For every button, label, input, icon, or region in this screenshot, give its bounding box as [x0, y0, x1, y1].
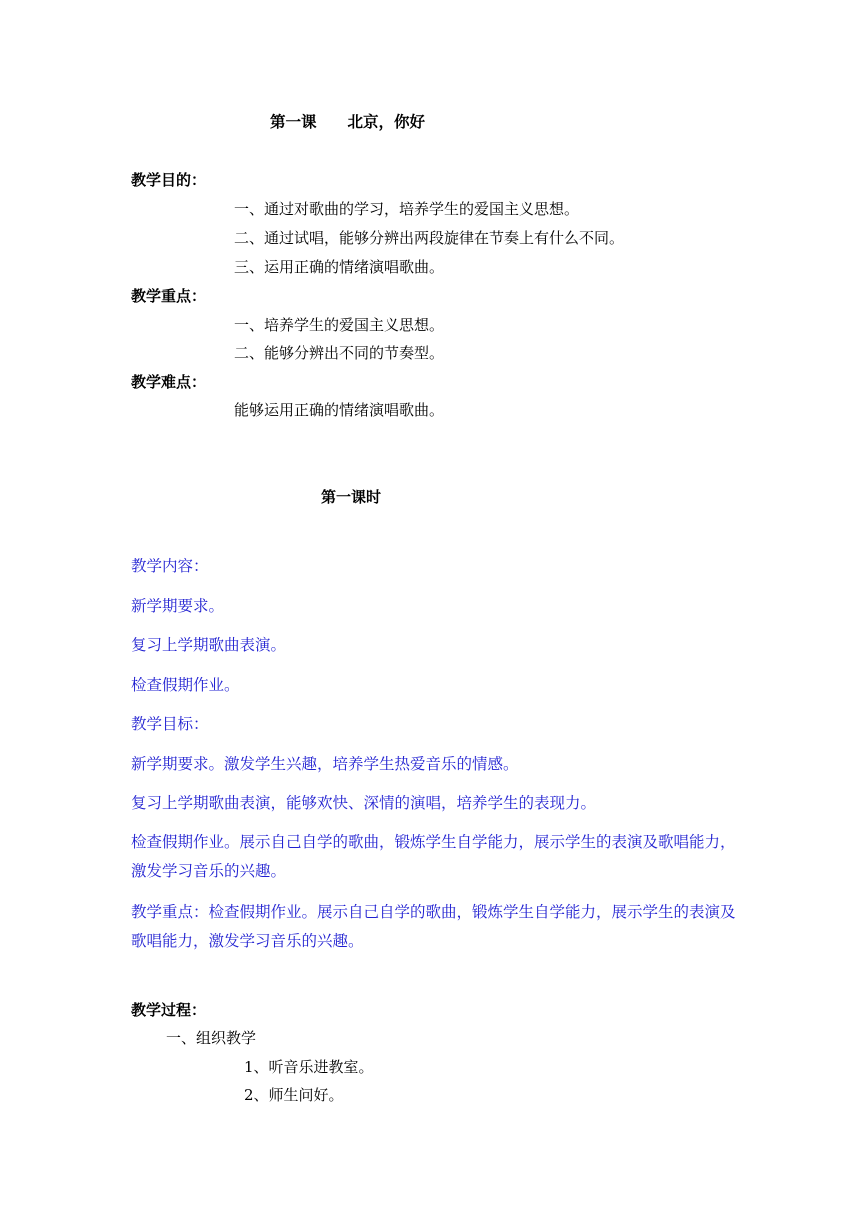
process-step: 一、组织教学 [166, 1029, 257, 1047]
objective-item: 一、通过对歌曲的学习，培养学生的爱国主义思想。 [234, 200, 580, 218]
goal-line: 复习上学期歌曲表演，能够欢快、深情的演唱，培养学生的表现力。 [131, 794, 597, 812]
content-line: 新学期要求。 [131, 597, 225, 615]
goal-paragraph: 检查假期作业。展示自己自学的歌曲，锻炼学生自学能力，展示学生的表演及歌唱能力，激发学习音乐的兴趣。 [131, 833, 736, 880]
lesson-title: 第一课 北京，你好 [270, 113, 426, 131]
process-substep: 1、听音乐进教室。 [244, 1058, 374, 1076]
difficulties-heading: 教学难点： [131, 373, 207, 391]
goal-line: 新学期要求。激发学生兴趣，培养学生热爱音乐的情感。 [131, 755, 519, 773]
content-line: 复习上学期歌曲表演。 [131, 636, 287, 654]
process-substep: 2、师生问好。 [244, 1086, 344, 1104]
session-title: 第一课时 [321, 488, 382, 506]
key-point-item: 一、培养学生的爱国主义思想。 [234, 316, 445, 334]
objective-item: 二、通过试唱，能够分辨出两段旋律在节奏上有什么不同。 [234, 229, 625, 247]
process-heading: 教学过程： [131, 1001, 207, 1019]
key-points-heading: 教学重点： [131, 287, 207, 305]
content-heading: 教学内容： [131, 557, 209, 575]
difficulty-item: 能够运用正确的情绪演唱歌曲。 [234, 401, 445, 419]
focus-paragraph: 教学重点：检查假期作业。展示自己自学的歌曲，锻炼学生自学能力，展示学生的表演及歌唱能力，激发学习音乐的兴趣。 [131, 903, 736, 950]
key-point-item: 二、能够分辨出不同的节奏型。 [234, 344, 445, 362]
goals-heading: 教学目标： [131, 715, 209, 733]
objectives-heading: 教学目的： [131, 171, 207, 189]
objective-item: 三、运用正确的情绪演唱歌曲。 [234, 258, 445, 276]
content-line: 检查假期作业。 [131, 676, 240, 694]
